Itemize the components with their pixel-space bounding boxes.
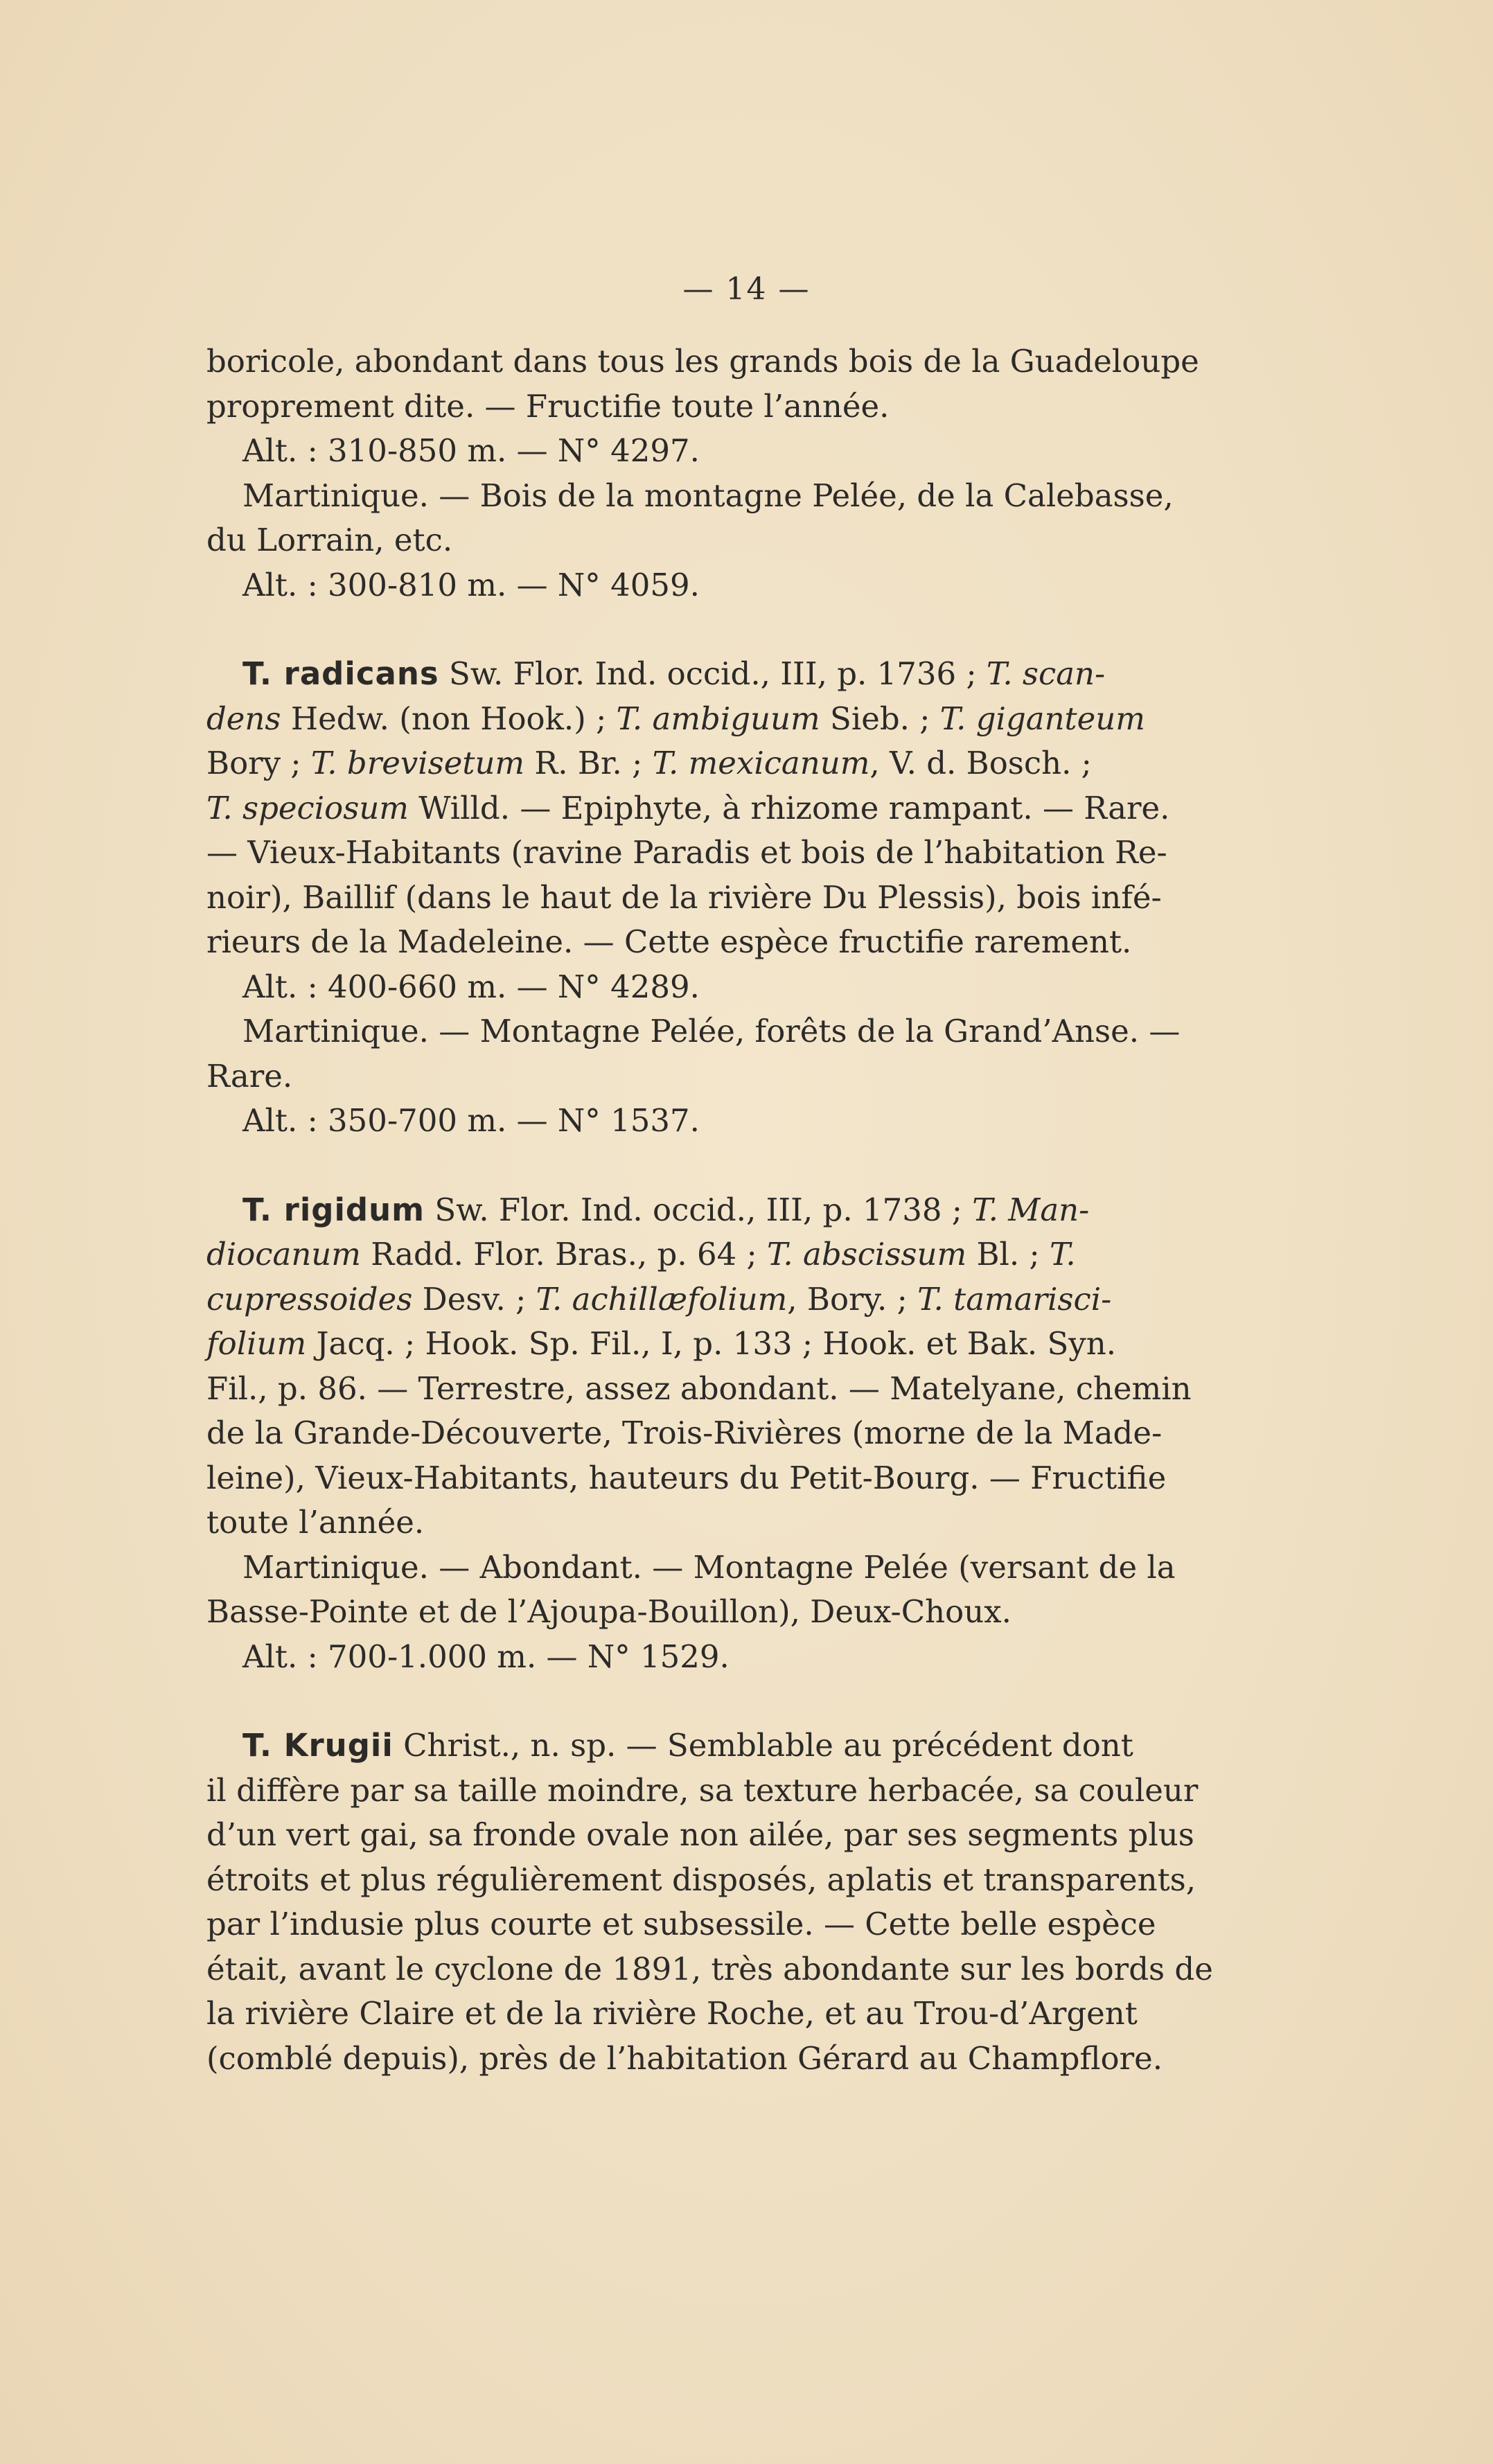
text-line [206, 831, 1266, 876]
text-line [206, 384, 1266, 429]
text-run: Martinique. — Montagne Pelée, forêts de la Grand’Anse. — [242, 1013, 1181, 1049]
page-number: — 14 — [682, 272, 811, 307]
italic-name: T. giganteum [939, 700, 1145, 737]
text-run: était, avant le cyclone de 1891, très abondante sur les bords de [206, 1950, 1213, 1987]
text-line [206, 1769, 1266, 1814]
text-line [206, 1188, 1266, 1233]
text-run: Jacq. ; Hook. Sp. Fil., I, p. 133 ; Hook. et Bak. Syn. [306, 1325, 1117, 1362]
entry-block [206, 652, 1266, 1144]
text-line [206, 1590, 1266, 1635]
text-run: toute l’année. [206, 1504, 425, 1541]
text-run: Bory ; [206, 745, 311, 781]
species-heading: T. radicans [242, 655, 439, 692]
text-run: (comblé depuis), près de l’habitation Gérard au Champflore. [206, 2039, 1163, 2077]
italic-name: T. mexicanum [652, 745, 870, 781]
text-line [206, 1232, 1266, 1277]
text-run: Willd. — Epiphyte, à rhizome rampant. — Rare. [408, 789, 1170, 826]
text-run: d’un vert gai, sa fronde ovale non ailée, par ses segments plus [206, 1816, 1194, 1853]
text-run: , Bory. ; [787, 1280, 918, 1318]
text-line [206, 518, 1266, 563]
text-run: , V. d. Bosch. ; [869, 745, 1092, 781]
text-run: Sw. Flor. Ind. occid., III, p. 1736 ; [439, 655, 987, 692]
text-run: Alt. : 700-1.000 m. — N° 1529. [242, 1638, 730, 1675]
text-line [206, 1545, 1266, 1590]
species-heading: T. Krugii [242, 1727, 394, 1764]
text-run: boricole, abondant dans tous les grands bois de la Guadeloupe [206, 343, 1199, 380]
text-run: Sieb. ; [820, 700, 940, 737]
text-run: Desv. ; [412, 1280, 536, 1318]
paragraph-gap [206, 1679, 1266, 1723]
italic-name: T. Man- [972, 1191, 1090, 1228]
text-line [206, 339, 1266, 384]
text-line [206, 429, 1266, 474]
text-line [206, 697, 1266, 742]
entry-block [206, 1723, 1266, 2081]
text-run: Martinique. — Bois de la montagne Pelée, de la Calebasse, [242, 477, 1174, 514]
text-run: Fil., p. 86. — Terrestre, assez abondant. — Matelyane, chemin [206, 1370, 1192, 1407]
text-run: par l’indusie plus courte et subsessile. — Cette belle espèce [206, 1906, 1156, 1942]
text-line [206, 2037, 1266, 2082]
italic-name: T. brevisetum [310, 745, 525, 781]
text-run: Sw. Flor. Ind. occid., III, p. 1738 ; [425, 1191, 973, 1228]
text-run: rieurs de la Madeleine. — Cette espèce fructifie rarement. [206, 923, 1132, 960]
text-line [206, 652, 1266, 697]
entry-block [206, 339, 1266, 608]
text-line [206, 474, 1266, 519]
italic-name: T. tamarisci- [917, 1280, 1112, 1318]
text-run: — Vieux-Habitants (ravine Paradis et bois de l’habitation Re- [206, 834, 1167, 871]
entry-block [206, 1188, 1266, 1680]
text-line [206, 1947, 1266, 1992]
text-line [206, 1992, 1266, 2037]
text-line [206, 786, 1266, 831]
text-run: Alt. : 400-660 m. — N° 4289. [242, 968, 700, 1005]
text-run: du Lorrain, etc. [206, 522, 453, 558]
body-text [206, 339, 1266, 2081]
italic-name: diocanum [206, 1236, 361, 1273]
text-run: proprement dite. — Fructifie toute l’année. [206, 387, 890, 425]
paragraph-gap [206, 1144, 1266, 1188]
italic-name: T. scan- [986, 655, 1106, 692]
text-line [206, 1456, 1266, 1501]
text-run: Martinique. — Abondant. — Montagne Pelée (versant de la [242, 1548, 1176, 1586]
species-heading: T. rigidum [242, 1191, 425, 1228]
text-line [206, 876, 1266, 921]
text-line [206, 1902, 1266, 1947]
text-run: Alt. : 300-810 m. — N° 4059. [242, 566, 700, 603]
text-run: R. Br. ; [524, 745, 653, 781]
text-line [206, 965, 1266, 1010]
text-line [206, 1054, 1266, 1099]
text-run: de la Grande-Découverte, Trois-Rivières (morne de la Made- [206, 1415, 1163, 1451]
text-line [206, 1813, 1266, 1858]
text-line [206, 920, 1266, 965]
text-run: Christ., n. sp. — Semblable au précédent dont [393, 1727, 1133, 1764]
text-line [206, 1277, 1266, 1322]
text-line [206, 1411, 1266, 1456]
text-line [206, 1367, 1266, 1412]
text-line [206, 1858, 1266, 1903]
text-run: Rare. [206, 1057, 293, 1094]
italic-name: T. speciosum [206, 789, 409, 826]
italic-name: T. ambiguum [616, 700, 820, 737]
text-line [206, 1723, 1266, 1769]
text-run: il diffère par sa taille moindre, sa texture herbacée, sa couleur [206, 1771, 1199, 1809]
text-line [206, 741, 1266, 786]
text-run: la rivière Claire et de la rivière Roche, et au Trou-d’Argent [206, 1995, 1138, 2032]
text-run: leine), Vieux-Habitants, hauteurs du Petit-Bourg. — Fructifie [206, 1459, 1167, 1496]
text-run: Alt. : 350-700 m. — N° 1537. [242, 1102, 700, 1139]
italic-name: T. achillæfolium [536, 1280, 788, 1318]
italic-name: cupressoides [206, 1280, 413, 1318]
text-run: étroits et plus régulièrement disposés, aplatis et transparents, [206, 1861, 1196, 1898]
text-run: noir), Baillif (dans le haut de la rivière Du Plessis), bois infé- [206, 878, 1162, 916]
italic-name: T. abscissum [766, 1236, 967, 1273]
italic-name: folium [206, 1325, 307, 1362]
text-run: Radd. Flor. Bras., p. 64 ; [360, 1236, 767, 1273]
text-line [206, 563, 1266, 608]
text-run: Hedw. (non Hook.) ; [281, 700, 617, 737]
text-run: Alt. : 310-850 m. — N° 4297. [242, 432, 700, 469]
text-line [206, 1500, 1266, 1545]
text-line [206, 1099, 1266, 1144]
paragraph-gap [206, 608, 1266, 652]
text-line [206, 1635, 1266, 1680]
text-run: Basse-Pointe et de l’Ajoupa-Bouillon), Deux-Choux. [206, 1593, 1011, 1630]
italic-name: dens [206, 700, 281, 737]
text-line [206, 1009, 1266, 1054]
text-run: Bl. ; [966, 1236, 1050, 1273]
text-line [206, 1322, 1266, 1367]
italic-name: T. [1050, 1236, 1076, 1273]
